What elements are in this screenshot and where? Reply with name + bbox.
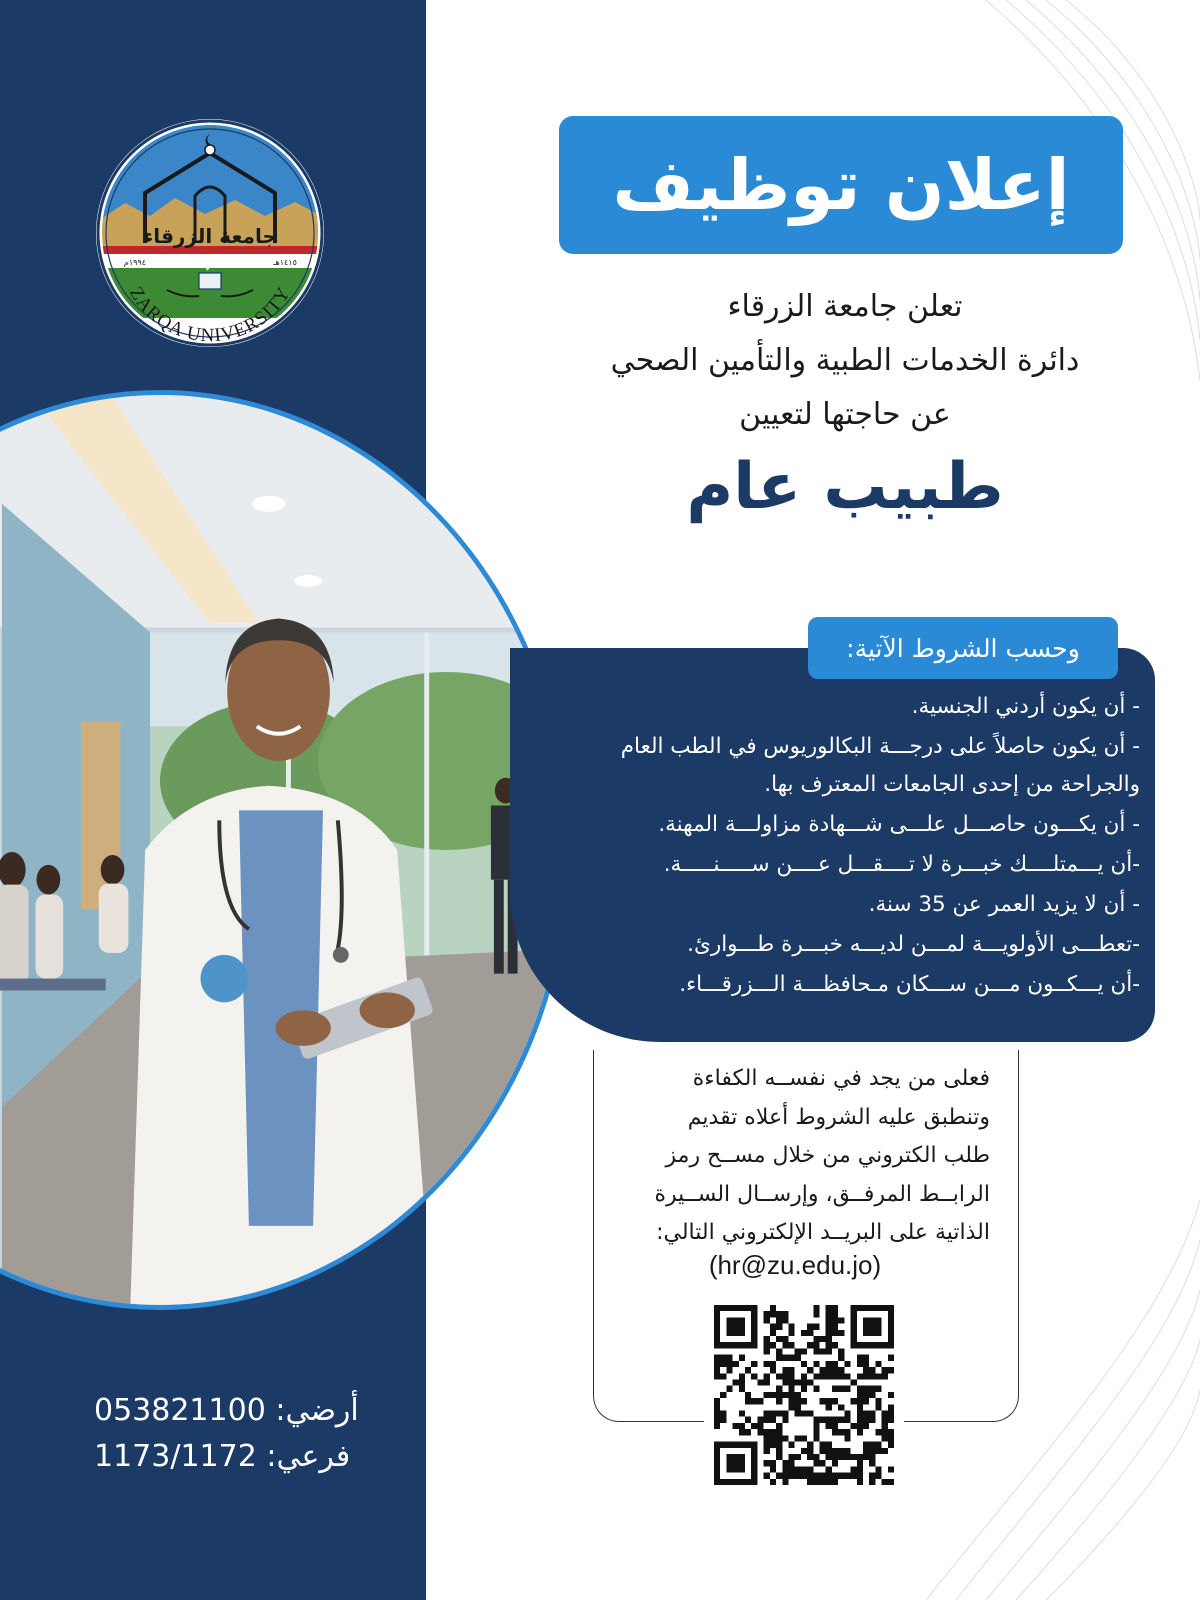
conditions-list: [595, 688, 1140, 1006]
contact-info: [94, 1388, 414, 1480]
apply-line: الرابــط المرفــق، وإرســال الســيرة: [654, 1181, 990, 1207]
apply-instructions: [600, 1060, 990, 1253]
job-title: طبيب عام: [686, 450, 1004, 524]
announcement-title: إعلان توظيف: [559, 116, 1123, 254]
intro-line-3: عن حاجتها لتعيين: [739, 397, 951, 432]
landline-line: [94, 1388, 414, 1434]
intro-line-2: دائرة الخدمات الطبية والتأمين الصحي: [610, 343, 1080, 378]
apply-line: فعلى من يجد في نفســه الكفاءة: [692, 1066, 990, 1091]
condition-item: - أن يكون حاصلاً على درجـــة البكالوريوس في الطب العام والجراحة من إحدى الجامعات المعترف بها.: [620, 734, 1140, 797]
intro: [520, 280, 1170, 442]
logo-english-name: ZARQA UNIVERSITY: [124, 283, 296, 347]
condition-item: -أن يـــكــون مـــن ســـكان مـحافظـــة الـــزرقـــاء.: [679, 972, 1140, 997]
qr-code[interactable]: [714, 1305, 894, 1485]
apply-line: طلب الكتروني من خلال مســح رمز: [665, 1143, 990, 1168]
logo-year-hijri: ١٤١٥هـ: [273, 258, 297, 267]
logo-year-gregorian: ١٩٩٤م: [123, 258, 147, 267]
doctor-photo: [0, 395, 565, 1305]
condition-item: -أن يـــمتلــــك خبـــرة لا تــــقـــل عــــن ســـــنـــــة.: [663, 852, 1140, 877]
condition-item: -تعطـــى الأولويـــة لمـــن لديـــه خبـــرة طـــوارئ.: [687, 932, 1140, 957]
doctor-photo-circle: [0, 390, 570, 1310]
extension-number: 1173/1172: [94, 1439, 257, 1474]
landline-label: أرضي:: [275, 1393, 359, 1428]
apply-line: الذاتية على البريــد الإلكتروني التالي:: [656, 1220, 990, 1245]
condition-item: - أن يكون أردني الجنسية.: [911, 694, 1140, 719]
intro-line-1: تعلن جامعة الزرقاء: [727, 289, 963, 324]
extension-label: فرعي:: [266, 1439, 351, 1474]
qr-code-wrapper: [704, 1300, 904, 1490]
apply-line: وتنطبق عليه الشروط أعلاه تقديم: [687, 1104, 990, 1130]
zarqa-university-logo: [95, 118, 325, 348]
landline-number[interactable]: 053821100: [94, 1393, 266, 1428]
logo-arabic-name: جامعة الزرقاء: [143, 224, 277, 248]
condition-item: - أن لا يزيد العمر عن 35 سنة.: [868, 892, 1140, 917]
hr-email[interactable]: (hr@zu.edu.jo): [708, 1250, 882, 1280]
conditions-header: وحسب الشروط الآتية:: [808, 617, 1118, 679]
condition-item: - أن يكـــون حاصـــل علـــى شـــهادة مزاولـــة المهنة.: [658, 812, 1140, 837]
extension-line: [94, 1434, 414, 1480]
